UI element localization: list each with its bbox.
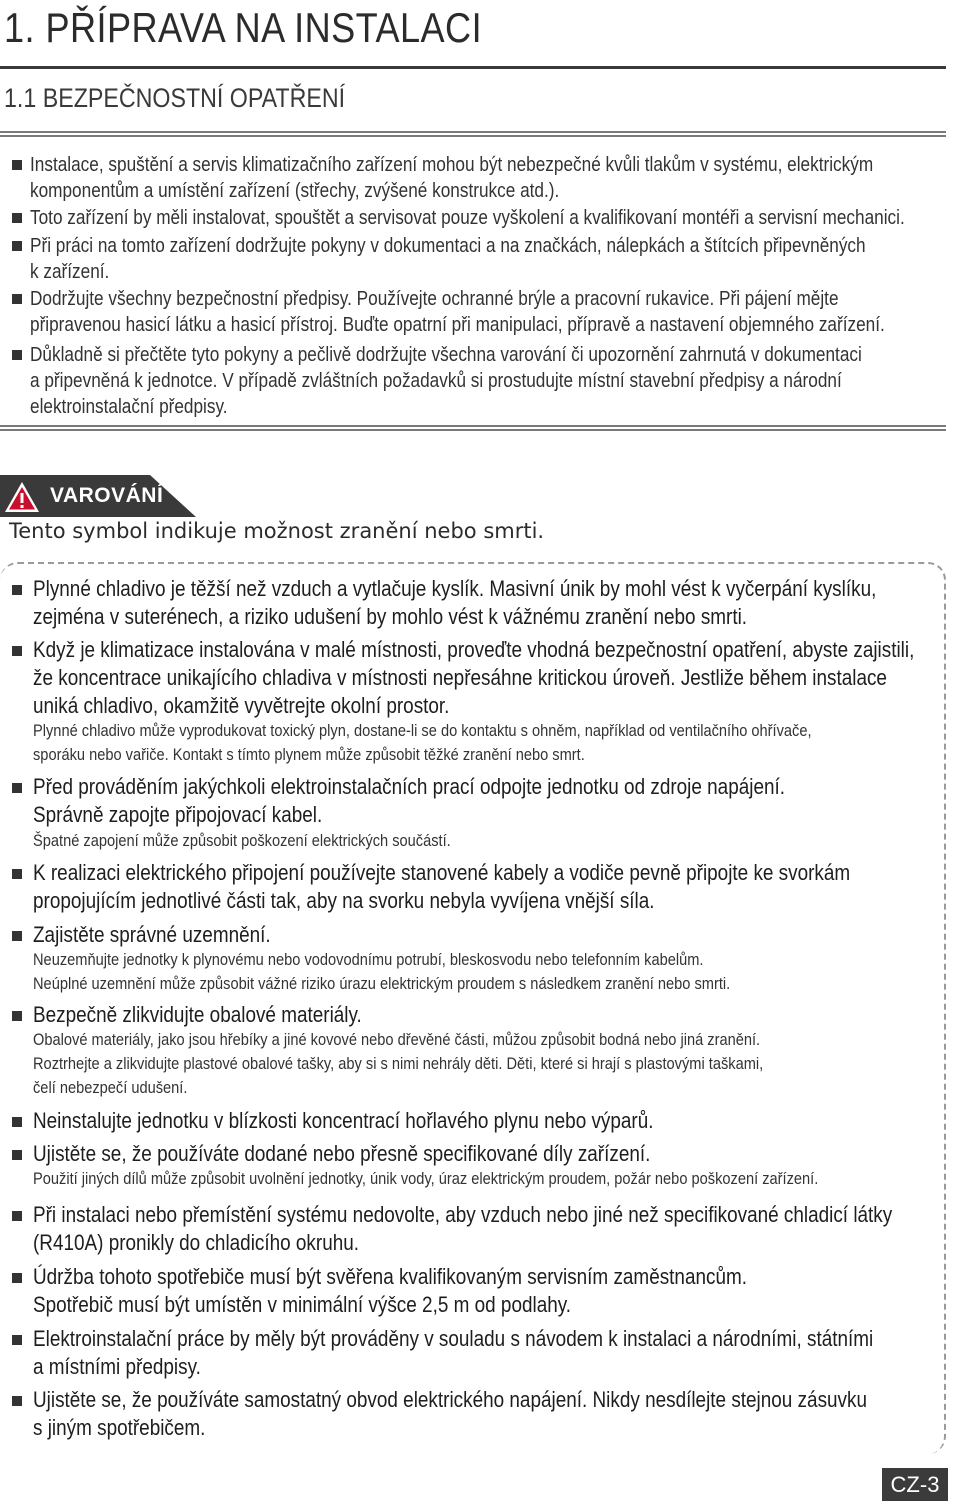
warning-line: Zajistěte správné uzemnění. xyxy=(33,922,271,947)
safety-line: a připevněná k jednotce. V případě zvláštních požadavků si prostudujte místní stavební předpisy a národní xyxy=(30,370,842,392)
safety-line: elektroinstalační předpisy. xyxy=(30,396,228,418)
bullet-icon xyxy=(12,160,22,170)
warning-line: Správně zapojte připojovací kabel. xyxy=(33,802,323,827)
section-rule-bottom xyxy=(0,425,946,431)
bullet-icon xyxy=(12,1396,22,1406)
warning-note: Obalové materiály, jako jsou hřebíky a jiné kovové nebo dřevěné části, můžou způsobit bodná nebo jiná zranění. xyxy=(33,1030,761,1049)
warning-line: Před prováděním jakýchkoli elektroinstalačních prací odpojte jednotku od zdroje napájení. xyxy=(33,774,786,799)
warning-line: Neinstalujte jednotku v blízkosti koncentrací hořlavého plynu nebo výparů. xyxy=(33,1108,654,1133)
warning-line: s jiným spotřebičem. xyxy=(33,1415,206,1440)
bullet-icon xyxy=(12,1117,22,1127)
warning-line: Bezpečně zlikvidujte obalové materiály. xyxy=(33,1002,362,1027)
safety-line: Toto zařízení by měli instalovat, spouštět a servisovat pouze vyškolení a kvalifikovaní montéři a servisní mechanici. xyxy=(30,207,905,229)
warning-label: VAROVÁNÍ xyxy=(50,484,164,507)
warning-note: Použití jiných dílů může způsobit uvolnění jednotky, únik vody, úraz elektrickým proudem, požár nebo poškození zařízení. xyxy=(33,1169,819,1188)
safety-line: připravenou hasicí látku a hasicí přístroj. Buďte opatrní při manipulaci, přípravě a nastavení objemného zařízení. xyxy=(30,314,885,336)
safety-line: Instalace, spuštění a servis klimatizačního zařízení mohou být nebezpečné kvůli tlakům v systému, elektrickým xyxy=(30,154,874,176)
warning-note: sporáku nebo vařiče. Kontakt s tímto plynem může způsobit těžké zranění nebo smrt. xyxy=(33,745,585,764)
warning-line: že koncentrace unikajícího chladiva v místnosti nepřesáhne kritickou úroveň. Jestliže během instalace xyxy=(33,665,887,690)
warning-note: Roztrhejte a zlikvidujte plastové obalové tašky, aby si s nimi nehrály děti. Děti, které si hrají s plastovými taškami, xyxy=(33,1054,764,1073)
warning-line: Ujistěte se, že používáte dodané nebo přesně specifikované díly zařízení. xyxy=(33,1141,651,1166)
warning-line: zejména v suterénech, a riziko udušení by mohlo vést k vážnému zranění nebo smrti. xyxy=(33,604,748,629)
safety-line: komponentům a umístění zařízení (střechy, zvýšené konstrukce atd.). xyxy=(30,180,560,202)
warning-line: a místními předpisy. xyxy=(33,1354,201,1379)
bullet-icon xyxy=(12,1150,22,1160)
bullet-icon xyxy=(12,931,22,941)
safety-line: k zařízení. xyxy=(30,261,110,283)
warning-line: uniká chladivo, okamžitě vyvětrejte okolní prostor. xyxy=(33,693,450,718)
warning-note: Plynné chladivo může vyprodukovat toxický plyn, dostane-li se do kontaktu s ohněm, například od ventilačního ohřívače, xyxy=(33,721,812,740)
page-number: CZ-3 xyxy=(882,1468,948,1501)
bullet-icon xyxy=(12,869,22,879)
bullet-icon xyxy=(12,213,22,223)
warning-line: Plynné chladivo je těžší než vzduch a vytlačuje kyslík. Masivní únik by mohl vést k vyčerpání kyslíku, xyxy=(33,576,877,601)
bullet-icon xyxy=(12,241,22,251)
bullet-icon xyxy=(12,783,22,793)
warning-note: Špatné zapojení může způsobit poškození elektrických součástí. xyxy=(33,831,451,850)
warning-line: K realizaci elektrického připojení používejte stanovené kabely a vodiče pevně připojte ke svorkám xyxy=(33,860,851,885)
warning-line: Údržba tohoto spotřebiče musí být svěřena kvalifikovaným servisním zaměstnancům. xyxy=(33,1264,748,1289)
warning-line: Ujistěte se, že používáte samostatný obvod elektrického napájení. Nikdy nesdílejte stejnou zásuvku xyxy=(33,1387,867,1412)
bullet-icon xyxy=(12,1335,22,1345)
section-title: 1.1 BEZPEČNOSTNÍ OPATŘENÍ xyxy=(4,83,346,113)
safety-line: Dodržujte všechny bezpečnostní předpisy. Používejte ochranné brýle a pracovní rukavice. Při pájení mějte xyxy=(30,288,839,310)
warning-line: propojujícím jednotlivé části tak, aby na svorku nebyla vyvíjena vnější síla. xyxy=(33,888,655,913)
warning-line: Spotřebič musí být umístěn v minimální výšce 2,5 m od podlahy. xyxy=(33,1292,572,1317)
bullet-icon xyxy=(12,350,22,360)
warning-note: čelí nebezpečí udušení. xyxy=(33,1078,188,1097)
bullet-icon xyxy=(12,294,22,304)
warning-note: Neuzemňujte jednotky k plynovému nebo vodovodnímu potrubí, bleskosvodu nebo telefonním kabelům. xyxy=(33,950,704,969)
bullet-icon xyxy=(12,1211,22,1221)
safety-line: Při práci na tomto zařízení dodržujte pokyny v dokumentaci a na značkách, nálepkách a štítcích připevněných xyxy=(30,235,866,257)
warning-note: Neúplné uzemnění může způsobit vážné riziko úrazu elektrickým proudem s následkem zranění nebo smrti. xyxy=(33,974,731,993)
warning-line: (R410A) pronikly do chladicího okruhu. xyxy=(33,1230,360,1255)
safety-line: Důkladně si přečtěte tyto pokyny a pečlivě dodržujte všechna varování či upozornění zahrnutá v dokumentaci xyxy=(30,344,862,366)
section-rule-top xyxy=(0,131,946,137)
warning-line: Elektroinstalační práce by měly být prováděny v souladu s návodem k instalaci a národními, státními xyxy=(33,1326,874,1351)
bullet-icon xyxy=(12,646,22,656)
warning-line: Při instalaci nebo přemístění systému nedovolte, aby vzduch nebo jiné než specifikované chladicí látky xyxy=(33,1202,893,1227)
warning-description: Tento symbol indikuje možnost zranění nebo smrti. xyxy=(9,519,545,543)
warning-line: Když je klimatizace instalována v malé místnosti, proveďte vhodná bezpečnostní opatření, abyste zajistili, xyxy=(33,637,915,662)
page-title: 1. PŘÍPRAVA NA INSTALACI xyxy=(4,4,483,51)
bullet-icon xyxy=(12,1273,22,1283)
title-rule xyxy=(0,66,946,69)
bullet-icon xyxy=(12,585,22,595)
bullet-icon xyxy=(12,1011,22,1021)
